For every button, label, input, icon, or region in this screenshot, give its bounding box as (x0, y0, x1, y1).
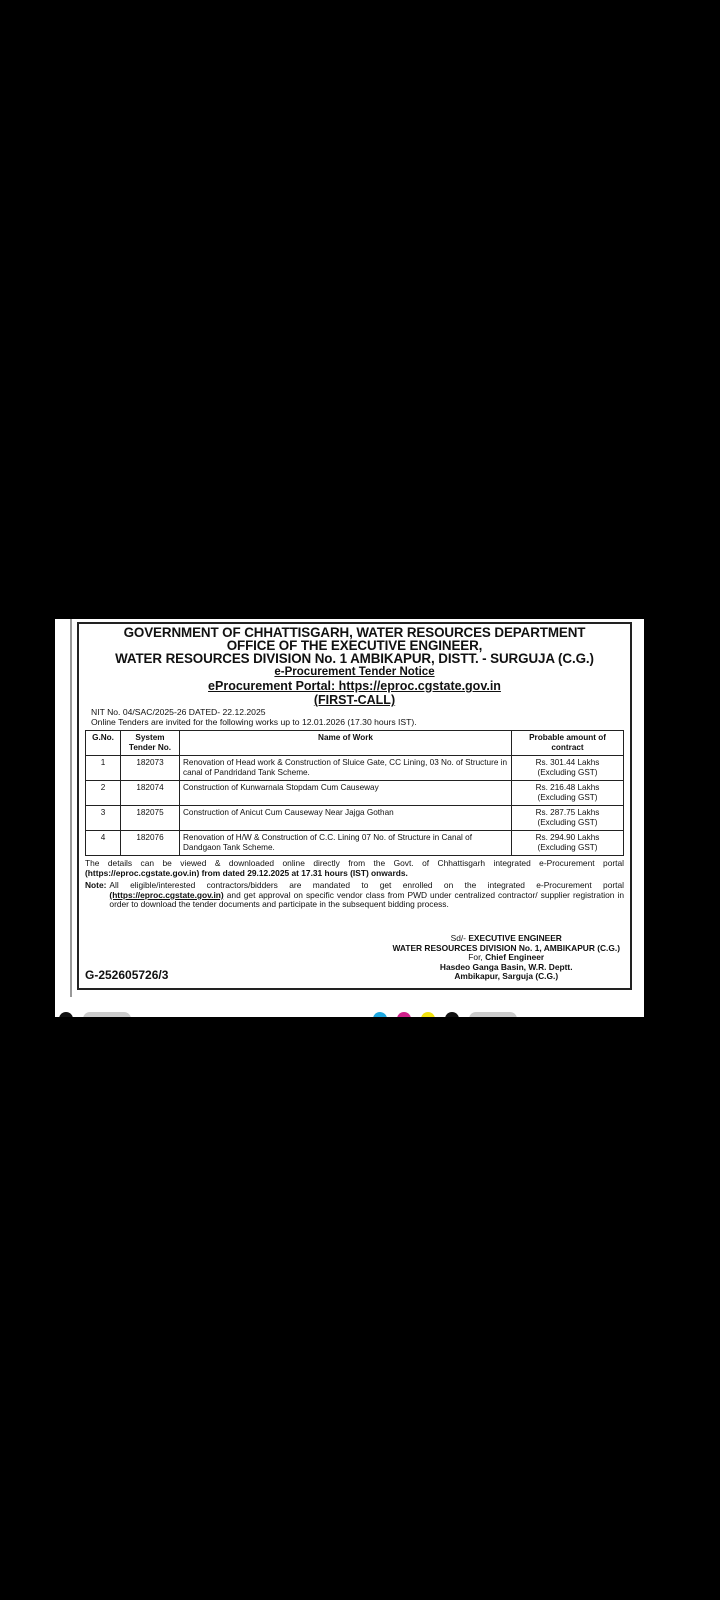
sig-place: Ambikapur, Sarguja (C.G.) (454, 971, 559, 982)
cell-gno: 3 (86, 806, 121, 831)
nit-number: NIT No. 04/SAC/2025-26 DATED- 22.12.2025 (91, 707, 266, 717)
black-dot-icon (445, 1012, 459, 1017)
cell-work: Renovation of H/W & Construction of C.C. Lining 07 No. of Structure in Canal of Dandgaon Tank Scheme. (180, 831, 512, 856)
table-row (86, 831, 624, 856)
cell-amount (512, 806, 624, 831)
cell-tender: 182075 (121, 806, 180, 831)
gst-note: (Excluding GST) (537, 793, 598, 802)
gray-bar (83, 1012, 131, 1017)
magenta-dot-icon (397, 1012, 411, 1017)
gray-bar (469, 1012, 517, 1017)
yellow-dot-icon (421, 1012, 435, 1017)
registration-marks (55, 992, 644, 1017)
header-line-1: GOVERNMENT OF CHHATTISGARH, WATER RESOURCES DEPARTMENT (123, 625, 586, 640)
cell-amount (512, 781, 624, 806)
cell-gno: 1 (86, 756, 121, 781)
black-dot-icon (59, 1012, 73, 1017)
amount: Rs. 287.75 Lakhs (535, 808, 600, 817)
cell-tender: 182076 (121, 831, 180, 856)
note-text-1: All eligible/interested contractors/bidders are mandated to get enrolled on the integrated e-Procurement portal (109, 880, 624, 891)
cell-amount (512, 831, 624, 856)
note-label: Note: (85, 880, 107, 891)
gst-note: (Excluding GST) (537, 768, 598, 777)
gst-note: (Excluding GST) (537, 843, 598, 852)
cell-tender: 182073 (121, 756, 180, 781)
table-row (86, 756, 624, 781)
sig-division: WATER RESOURCES DIVISION No. 1, AMBIKAPUR (C.G.) (392, 942, 620, 953)
gst-note: (Excluding GST) (537, 818, 598, 827)
tender-table (85, 730, 624, 856)
notice-title: e-Procurement Tender Notice (274, 666, 435, 678)
details-paragraph (85, 859, 624, 878)
invite-text: Online Tenders are invited for the following works up to 12.01.2026 (17.30 hours IST). (91, 717, 417, 727)
details-text: The details can be viewed & downloaded online directly from the Govt. of Chhattisgarh integrated e-Procurement portal (85, 858, 624, 868)
table-row (86, 781, 624, 806)
sig-basin: Hasdeo Ganga Basin, W.R. Deptt. (439, 961, 573, 972)
sig-title: EXECUTIVE ENGINEER (468, 933, 562, 943)
cyan-dot-icon (373, 1012, 387, 1017)
col-tender-no: System Tender No. (121, 731, 180, 756)
col-gno: G.No. (86, 731, 121, 756)
amount: Rs. 301.44 Lakhs (535, 758, 600, 767)
sig-for: For, (468, 952, 483, 963)
signature-block (392, 934, 620, 982)
amount: Rs. 294.90 Lakhs (535, 833, 600, 842)
cell-tender: 182074 (121, 781, 180, 806)
header-line-3: WATER RESOURCES DIVISION No. 1 AMBIKAPUR, DISTT. - SURGUJA (C.G.) (115, 651, 594, 666)
amount: Rs. 216.48 Lakhs (535, 783, 600, 792)
cell-work: Renovation of Head work & Construction of Sluice Gate, CC Lining, 03 No. of Structure in canal of Pandridand Tank Scheme. (180, 756, 512, 781)
col-amount: Probable amount of contract (512, 731, 624, 756)
page-gutter-line (70, 619, 72, 997)
cell-gno: 4 (86, 831, 121, 856)
header-line-2: OFFICE OF THE EXECUTIVE ENGINEER, (226, 638, 483, 653)
notice-frame (77, 622, 632, 990)
cell-work: Construction of Kunwarnala Stopdam Cum Causeway (180, 781, 512, 806)
cell-amount (512, 756, 624, 781)
table-header-row (86, 731, 624, 756)
reference-number: G-252605726/3 (85, 968, 169, 982)
portal-link[interactable]: eProcurement Portal: https://eproc.cgstate.gov.in (208, 679, 501, 693)
sig-sd: Sd/- (450, 933, 466, 943)
note-link[interactable]: (https://eproc.cgstate.gov.in) (109, 889, 224, 900)
col-work: Name of Work (180, 731, 512, 756)
details-bold: (https://eproc.cgstate.gov.in) from dated 29.12.2025 at 17.31 hours (IST) onwards. (85, 867, 408, 878)
cell-work: Construction of Anicut Cum Causeway Near Jajga Gothan (180, 806, 512, 831)
sig-chief: Chief Engineer (485, 952, 545, 963)
note-paragraph (85, 881, 624, 910)
cell-gno: 2 (86, 781, 121, 806)
call-label: (FIRST-CALL) (313, 693, 396, 707)
tender-notice-image (55, 619, 644, 1017)
note-text-2: and get approval on specific vendor class from PWD under centralized contractor/ supplier registration in order to download the tender documents and participate in the subsequent bidding process. (109, 889, 624, 910)
table-row (86, 806, 624, 831)
